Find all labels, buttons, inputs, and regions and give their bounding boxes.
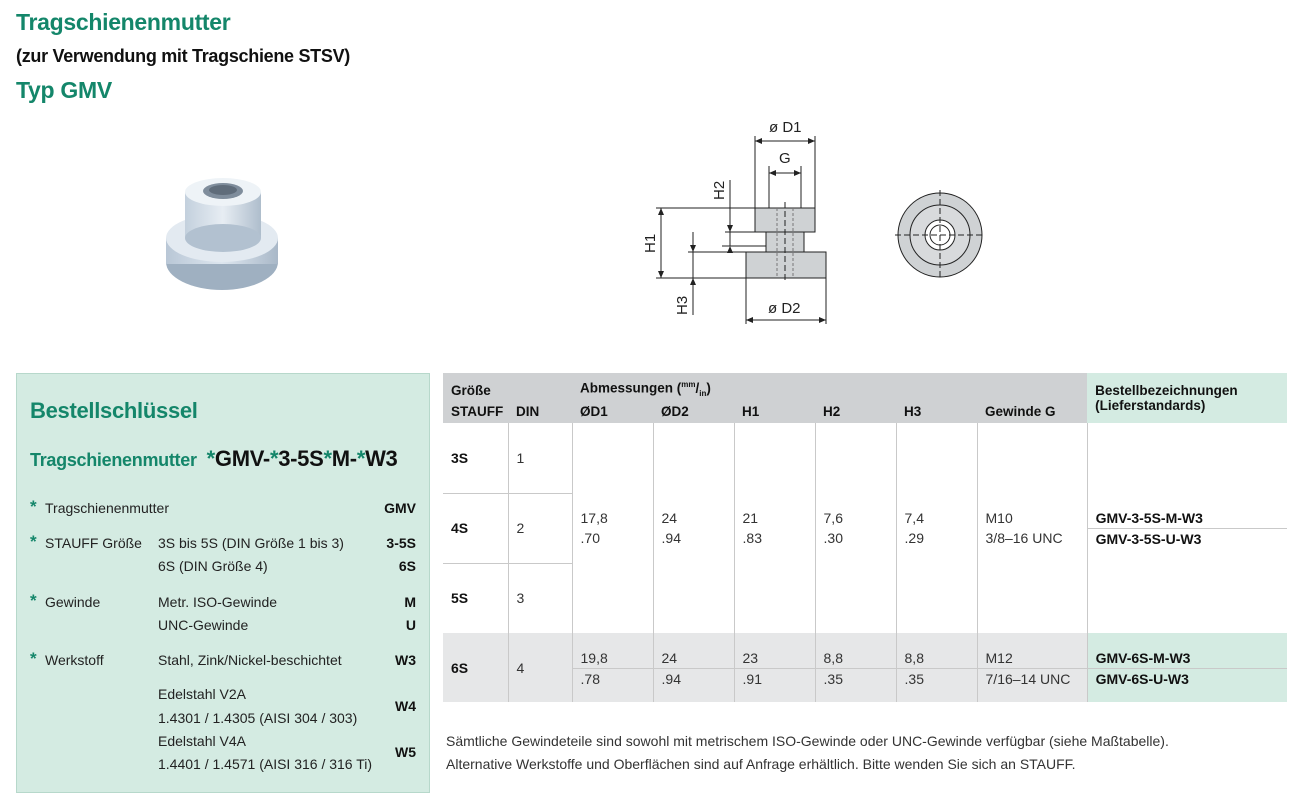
star-icon: *	[30, 591, 37, 610]
key-desc: Edelstahl V2A	[158, 686, 246, 702]
key-desc: UNC-Gewinde	[158, 617, 249, 633]
page-title: Tragschienenmutter	[16, 9, 231, 35]
header-gewinde: Gewinde G	[977, 398, 1087, 423]
order-key-code: Tragschienenmutter *GMV-*3-5S*M-*W3	[30, 446, 398, 471]
dim-d2-label: ø D2	[768, 300, 801, 317]
footnote: Sämtliche Gewindeteile sind sowohl mit metrischem ISO-Gewinde oder UNC-Gewinde verfügbar (siehe Maßtabelle).	[446, 733, 1169, 749]
technical-drawing	[630, 110, 1010, 335]
header-h3: H3	[896, 398, 977, 423]
dim-g-label: G	[779, 150, 791, 167]
footnote: Alternative Werkstoffe und Oberflächen sind auf Anfrage erhältlich. Bitte wenden Sie sich an STAUFF.	[446, 756, 1076, 772]
key-desc: 1.4401 / 1.4571 (AISI 316 / 316 Ti)	[158, 756, 373, 772]
table-row: 6S 4 19,8 24 23 8,8 8,8 M12 GMV-6S-M-W3	[443, 633, 1287, 668]
key-desc: Metr. ISO-Gewinde	[158, 594, 278, 610]
key-code: W3	[395, 652, 416, 668]
table-row: .70 .94 .83 .30 .29 3/8–16 UNC GMV-3-5S-U-W3	[443, 528, 1287, 563]
header-d2: ØD2	[653, 398, 734, 423]
key-desc: 3S bis 5S (DIN Größe 1 bis 3)	[158, 535, 344, 551]
key-code: U	[405, 617, 416, 633]
key-desc: Stahl, Zink/Nickel-beschichtet	[158, 652, 342, 668]
key-desc: 1.4301 / 1.4305 (AISI 304 / 303)	[158, 710, 358, 726]
dim-h2-label: H2	[711, 180, 728, 200]
key-code: M	[404, 594, 416, 610]
star-icon: *	[30, 532, 37, 551]
key-code: W5	[395, 744, 416, 760]
star-icon: *	[30, 497, 37, 516]
product-photo	[150, 170, 295, 300]
dim-d1-label: ø D1	[769, 119, 802, 136]
key-label: Tragschienenmutter	[45, 500, 169, 516]
order-key-box	[16, 373, 430, 793]
key-label: Gewinde	[45, 594, 101, 610]
header-d1: ØD1	[572, 398, 653, 423]
dimensions-table	[443, 373, 1287, 702]
table-row: 3S 1 17,8 24 21 7,6 7,4 M10 GMV-3-5S-M-W3	[443, 423, 1287, 493]
table-row: 5S 3	[443, 563, 1287, 633]
key-label: STAUFF Größe	[45, 535, 142, 551]
key-code: GMV	[384, 500, 416, 516]
star-icon: *	[30, 649, 37, 668]
header-abmessungen: Abmessungen $(^{mm}/_{in})$	[572, 373, 1087, 398]
header-stauff: STAUFF	[443, 398, 508, 423]
type-title: Typ GMV	[16, 77, 112, 103]
order-key-heading: Bestellschlüssel	[30, 398, 198, 423]
dim-h3-label: H3	[674, 295, 691, 315]
header-bestellbezeichnungen: Bestellbezeichnungen (Lieferstandards)	[1087, 373, 1287, 423]
key-code: 3-5S	[386, 535, 416, 551]
header-groesse: Größe	[443, 373, 572, 398]
key-code: 6S	[398, 558, 416, 574]
header-h1: H1	[734, 398, 815, 423]
page-subtitle: (zur Verwendung mit Tragschiene STSV)	[16, 46, 350, 66]
key-desc: 6S (DIN Größe 4)	[158, 558, 268, 574]
key-desc: Edelstahl V4A	[158, 733, 246, 749]
table-row: .78 .94 .91 .35 .35 7/16–14 UNC GMV-6S-U-W3	[443, 668, 1287, 702]
order-key-code-label: Tragschienenmutter	[30, 450, 197, 470]
dim-h1-label: H1	[642, 233, 659, 253]
header-din: DIN	[508, 398, 572, 423]
header-h2: H2	[815, 398, 896, 423]
table-row: 4S 2	[443, 493, 1287, 528]
key-label: Werkstoff	[45, 652, 104, 668]
key-code: W4	[395, 698, 416, 714]
